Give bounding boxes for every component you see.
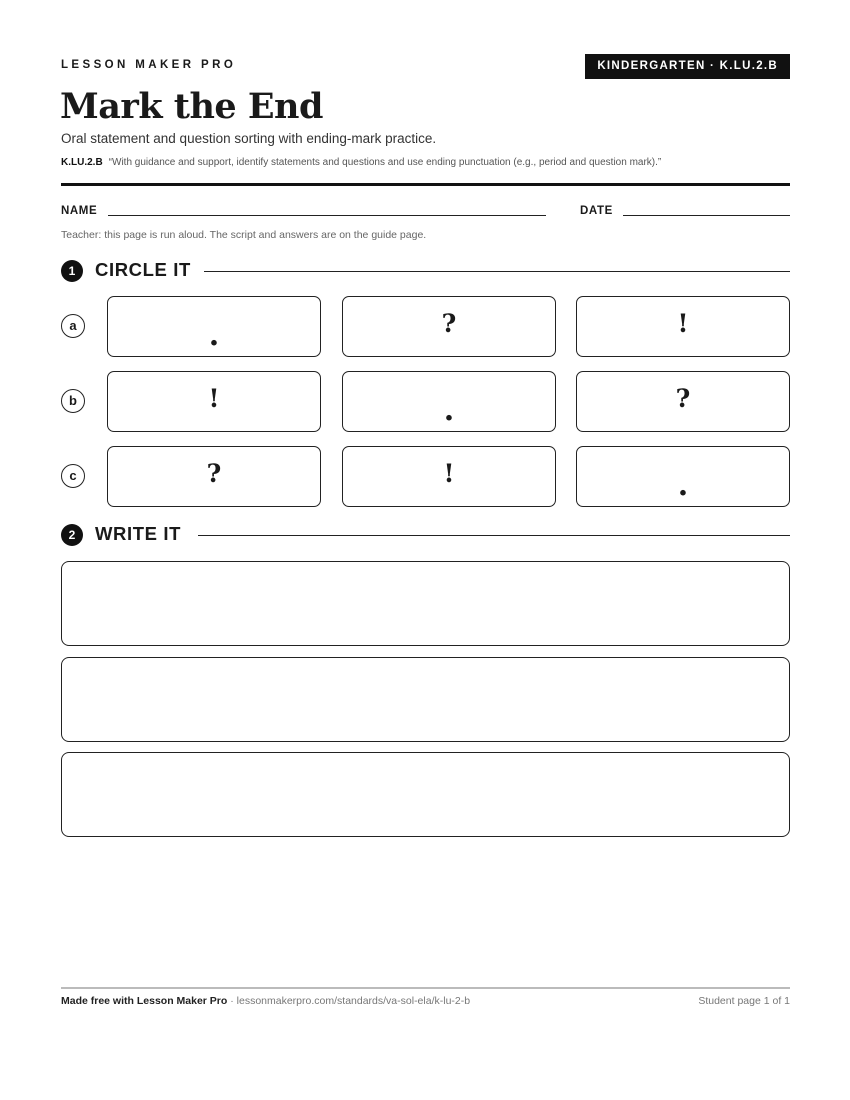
footer-divider — [61, 987, 790, 989]
period-mark: . — [443, 393, 455, 428]
footer-made-with: Made free with Lesson Maker Pro — [61, 995, 228, 1007]
section-rule — [198, 535, 790, 536]
standard-line — [61, 157, 661, 168]
footer-credit — [61, 995, 470, 1007]
choice-box-b2[interactable] — [342, 371, 556, 432]
grade-badge: KINDERGARTEN · K.LU.2.B — [585, 54, 790, 79]
section-number: 1 — [61, 260, 83, 282]
write-box-1[interactable] — [61, 561, 790, 646]
write-box-3[interactable] — [61, 752, 790, 837]
page-title: Mark the End — [60, 86, 323, 127]
section-title: WRITE IT — [95, 523, 181, 544]
choice-box-c3[interactable] — [576, 446, 790, 507]
footer-page-info: Student page 1 of 1 — [698, 995, 790, 1007]
row-letter-c: c — [61, 464, 85, 488]
standard-code: K.LU.2.B — [61, 157, 103, 168]
exclamation-mark: ! — [208, 384, 220, 413]
choice-box-c1[interactable] — [107, 446, 321, 507]
name-field[interactable] — [108, 215, 546, 216]
period-mark: . — [677, 468, 689, 503]
section-number: 2 — [61, 524, 83, 546]
question-mark: ? — [206, 459, 222, 488]
write-box-2[interactable] — [61, 657, 790, 742]
worksheet-page — [61, 0, 790, 1100]
question-mark: ? — [441, 309, 457, 338]
standard-text: “With guidance and support, identify statements and questions and use ending punctuation (e.g., period and question mark).” — [108, 157, 662, 168]
choice-box-b3[interactable] — [576, 371, 790, 432]
choice-box-a2[interactable] — [342, 296, 556, 357]
name-label: NAME — [61, 205, 98, 217]
section-write-it-header — [61, 524, 790, 546]
section-title: CIRCLE IT — [95, 259, 191, 280]
date-field[interactable] — [623, 215, 790, 216]
choice-box-c2[interactable] — [342, 446, 556, 507]
section-rule — [204, 271, 790, 272]
footer-separator: · — [227, 995, 237, 1007]
row-letter-a: a — [61, 314, 85, 338]
teacher-note: Teacher: this page is run aloud. The script and answers are on the guide page. — [61, 229, 427, 241]
header-divider — [61, 183, 790, 186]
choice-box-a1[interactable] — [107, 296, 321, 357]
row-letter-b: b — [61, 389, 85, 413]
exclamation-mark: ! — [677, 309, 689, 338]
question-mark: ? — [675, 384, 691, 413]
page-subtitle: Oral statement and question sorting with ending-mark practice. — [61, 131, 437, 146]
choice-box-b1[interactable] — [107, 371, 321, 432]
period-mark: . — [208, 318, 220, 353]
date-label: DATE — [580, 205, 613, 217]
section-circle-it-header — [61, 260, 790, 282]
brand-name: LESSON MAKER PRO — [61, 59, 237, 71]
choice-box-a3[interactable] — [576, 296, 790, 357]
exclamation-mark: ! — [443, 459, 455, 488]
footer-url[interactable]: lessonmakerpro.com/standards/va-sol-ela/k-lu-2-b — [236, 995, 471, 1007]
